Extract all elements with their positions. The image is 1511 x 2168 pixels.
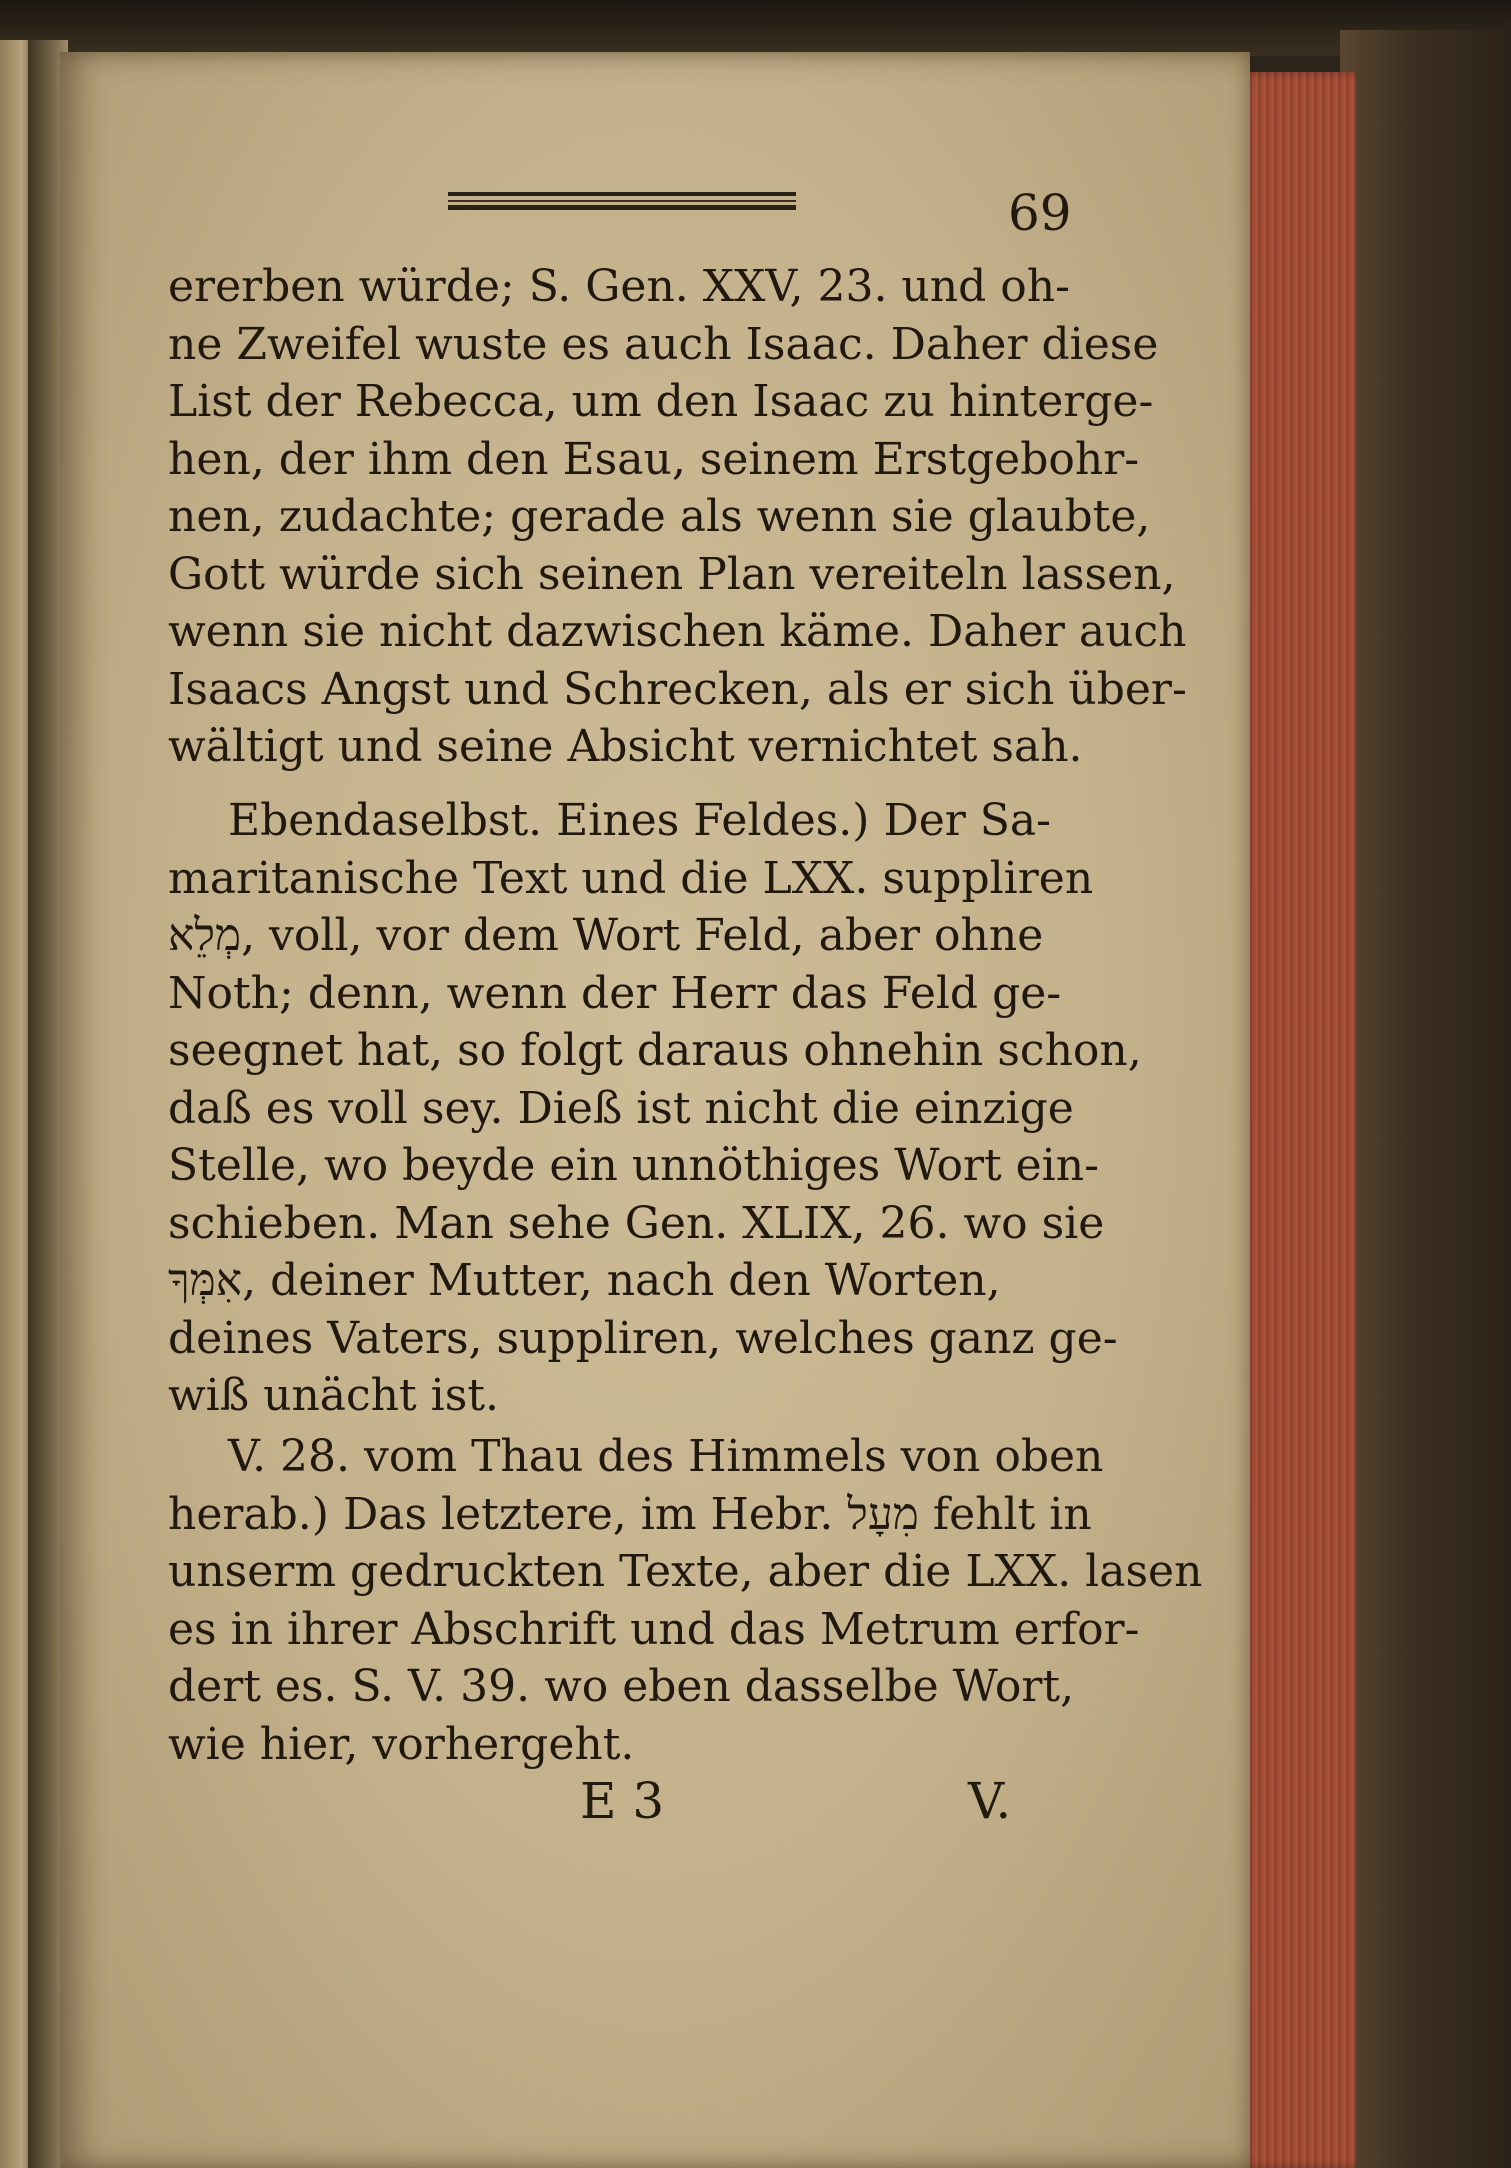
text-line: Isaacs Angst und Schrecken, als er sich über-	[168, 663, 1187, 715]
text-line: wiß unächt ist.	[168, 1370, 499, 1421]
text-line: wie hier, vorhergeht.	[168, 1718, 635, 1770]
text-line: dert es. S. V. 39. wo eben dasselbe Wort,	[168, 1661, 1075, 1712]
paragraph-3	[168, 1428, 1203, 1773]
header-rule	[448, 192, 796, 210]
text-line: ne Zweifel wuste es auch Isaac. Daher diese	[168, 318, 1159, 370]
text-line: Noth; denn, wenn der Herr das Feld ge-	[168, 967, 1062, 1019]
text-line: V. 28. vom Thau des Himmels von oben	[228, 1431, 1104, 1482]
paragraph-2	[168, 792, 1142, 1425]
text-line: מְלֵא, voll, vor dem Wort Feld, aber ohne	[168, 910, 1044, 961]
text-line: es in ihrer Abschrift und das Metrum erfor-	[168, 1603, 1140, 1655]
text-line: List der Rebecca, um den Isaac zu hinterge-	[168, 376, 1154, 427]
text-line: wältigt und seine Absicht vernichtet sah.	[168, 721, 1083, 772]
page-block-edges	[1238, 72, 1356, 2168]
text-line: maritanische Text und die LXX. suppliren	[168, 852, 1094, 904]
catchword: V.	[968, 1772, 1012, 1830]
paragraph-1	[168, 258, 1187, 776]
text-line: Ebendaselbst. Eines Feldes.) Der Sa-	[228, 795, 1052, 846]
text-line: wenn sie nicht dazwischen käme. Daher auch	[168, 606, 1187, 657]
text-line: ererben würde; S. Gen. XXV, 23. und oh-	[168, 261, 1070, 312]
text-line: אִמְּךָ, deiner Mutter, nach den Worten,	[168, 1255, 1001, 1306]
text-line: deines Vaters, suppliren, welches ganz ge-	[168, 1312, 1118, 1364]
text-line: seegnet hat, so folgt daraus ohnehin schon,	[168, 1025, 1142, 1076]
page-number: 69	[1008, 184, 1072, 242]
text-line: herab.) Das letztere, im Hebr. מִעָל fehlt in	[168, 1488, 1092, 1540]
text-line: daß es voll sey. Dieß ist nicht die einzige	[168, 1082, 1074, 1134]
text-line: nen, zudachte; gerade als wenn sie glaubte,	[168, 491, 1151, 542]
text-line: Gott würde sich seinen Plan vereiteln lassen,	[168, 548, 1176, 600]
signature-mark: E 3	[580, 1772, 665, 1830]
book-cover	[1340, 30, 1511, 2168]
text-line: schieben. Man sehe Gen. XLIX, 26. wo sie	[168, 1197, 1105, 1249]
text-line: hen, der ihm den Esau, seinem Erstgebohr-	[168, 433, 1140, 485]
text-line: unserm gedruckten Texte, aber die LXX. lasen	[168, 1546, 1203, 1597]
background-shadow	[0, 0, 1511, 56]
text-line: Stelle, wo beyde ein unnöthiges Wort ein-	[168, 1140, 1099, 1191]
